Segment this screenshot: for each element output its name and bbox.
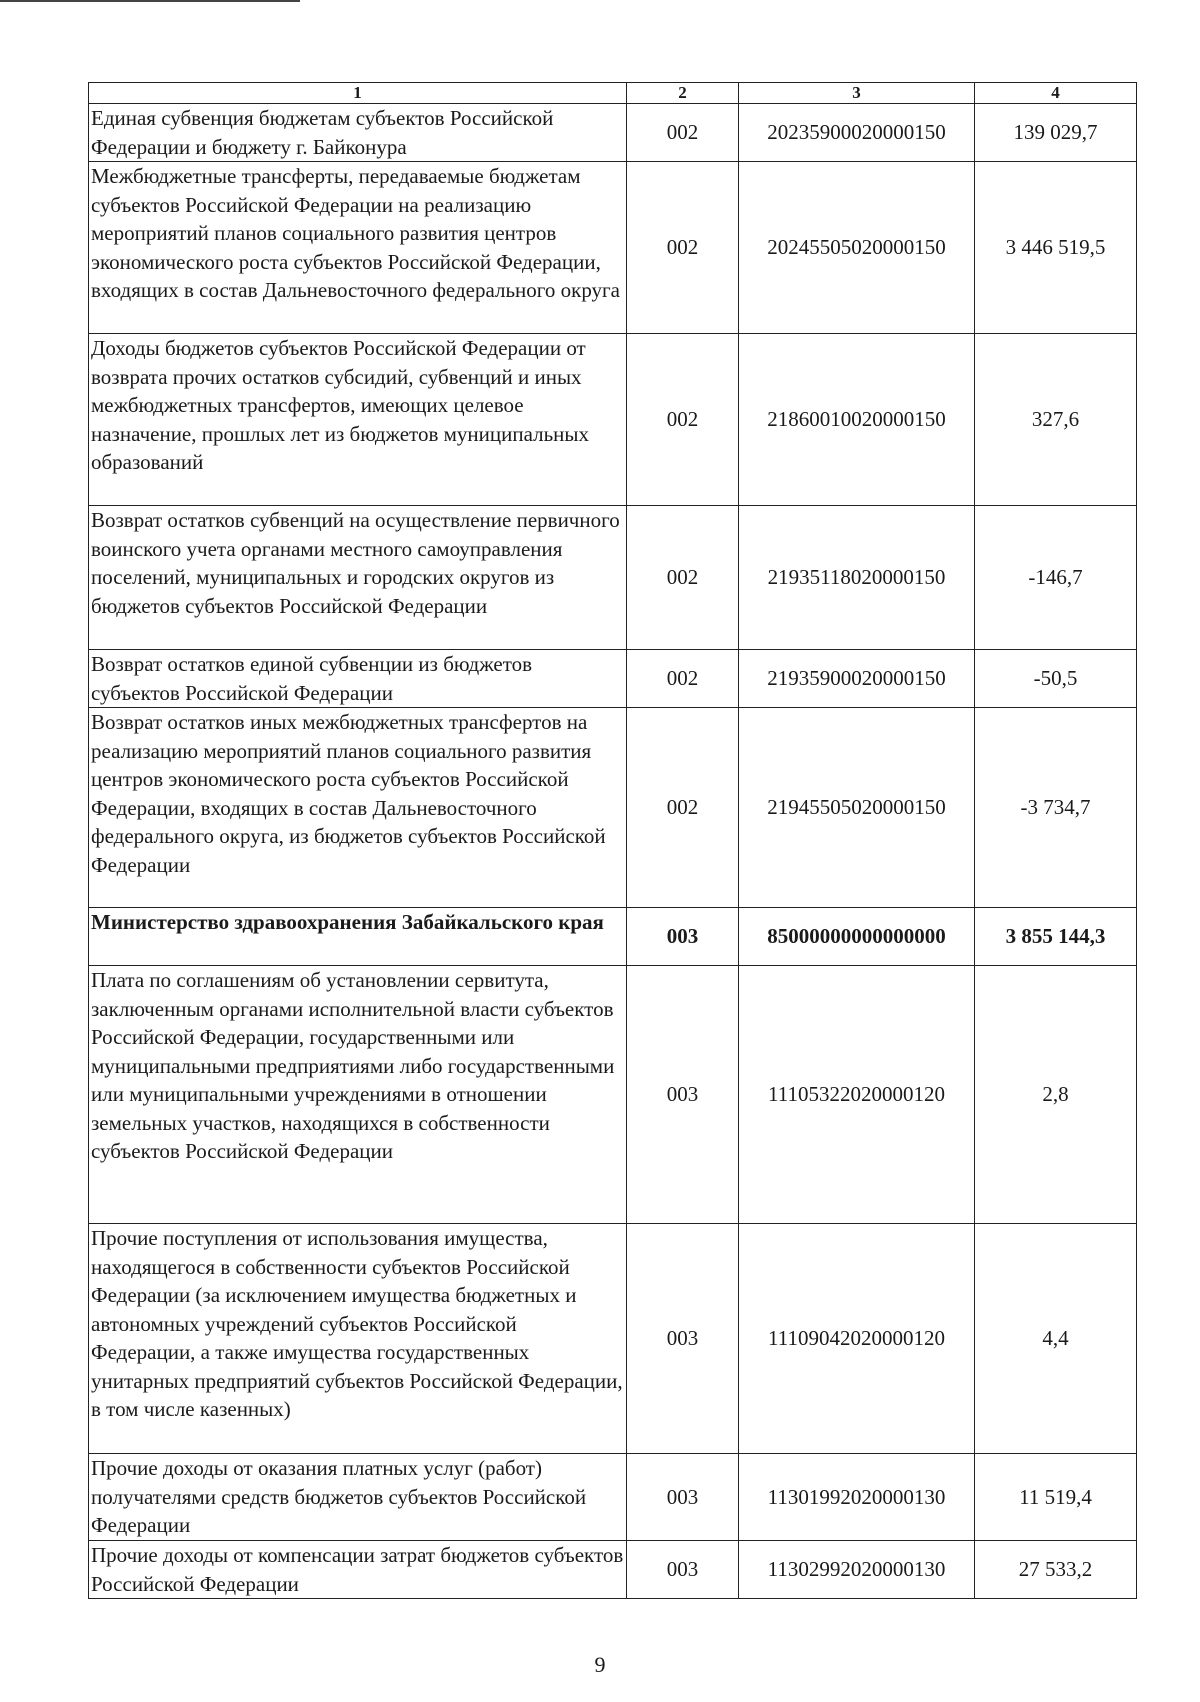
- budget-revenue-table: [88, 82, 1137, 1599]
- table-row: [89, 966, 1137, 1224]
- row-sum: 27 533,2: [975, 1541, 1137, 1599]
- row-admin-code: 003: [627, 908, 739, 966]
- row-budget-code: 11301992020000130: [739, 1454, 975, 1541]
- row-name: Возврат остатков субвенций на осуществление первичного воинского учета органами местного самоуправления поселений, муниципальных и городских округов из бюджетов субъектов Российской Федерации: [89, 506, 627, 650]
- table-row-section-heading: [89, 908, 1137, 966]
- table-row: [89, 708, 1137, 908]
- row-name: Единая субвенция бюджетам субъектов Российской Федерации и бюджету г. Байконура: [89, 104, 627, 162]
- row-admin-code: 002: [627, 104, 739, 162]
- row-sum: -146,7: [975, 506, 1137, 650]
- header-col-2: 2: [627, 83, 739, 104]
- table-row: [89, 1454, 1137, 1541]
- table-row: [89, 1541, 1137, 1599]
- row-admin-code: 003: [627, 966, 739, 1224]
- row-name: Прочие поступления от использования имущества, находящегося в собственности субъектов Российской Федерации (за исключением имущества бюджетных и автономных учреждений субъектов Российской Федерации, а также имущества государственных унитарных предприятий субъектов Российской Федерации, в том числе казенных): [89, 1224, 627, 1454]
- row-name: Министерство здравоохранения Забайкальского края: [89, 908, 627, 966]
- row-budget-code: 21935900020000150: [739, 650, 975, 708]
- row-budget-code: 21945505020000150: [739, 708, 975, 908]
- table-row: [89, 1224, 1137, 1454]
- row-admin-code: 003: [627, 1454, 739, 1541]
- row-sum: 327,6: [975, 334, 1137, 506]
- row-admin-code: 002: [627, 506, 739, 650]
- row-sum: -50,5: [975, 650, 1137, 708]
- table-row: [89, 506, 1137, 650]
- row-admin-code: 002: [627, 650, 739, 708]
- row-sum: 3 446 519,5: [975, 162, 1137, 334]
- table-row: [89, 334, 1137, 506]
- row-name: Доходы бюджетов субъектов Российской Федерации от возврата прочих остатков субсидий, субвенций и иных межбюджетных трансфертов, имеющих целевое назначение, прошлых лет из бюджетов муниципальных образований: [89, 334, 627, 506]
- row-budget-code: 11109042020000120: [739, 1224, 975, 1454]
- row-sum: 11 519,4: [975, 1454, 1137, 1541]
- row-admin-code: 003: [627, 1541, 739, 1599]
- header-col-4: 4: [975, 83, 1137, 104]
- row-sum: 139 029,7: [975, 104, 1137, 162]
- row-name: Возврат остатков единой субвенции из бюджетов субъектов Российской Федерации: [89, 650, 627, 708]
- header-col-1: 1: [89, 83, 627, 104]
- row-budget-code: 85000000000000000: [739, 908, 975, 966]
- row-sum: 2,8: [975, 966, 1137, 1224]
- row-name: Возврат остатков иных межбюджетных трансфертов на реализацию мероприятий планов социального развития центров экономического роста субъектов Российской Федерации, входящих в состав Дальневосточного федерального округа, из бюджетов субъектов Российской Федерации: [89, 708, 627, 908]
- row-admin-code: 002: [627, 334, 739, 506]
- row-admin-code: 002: [627, 708, 739, 908]
- row-name: Прочие доходы от оказания платных услуг (работ) получателями средств бюджетов субъектов Российской Федерации: [89, 1454, 627, 1541]
- row-sum: 4,4: [975, 1224, 1137, 1454]
- table-header-row: [89, 83, 1137, 104]
- row-budget-code: 20235900020000150: [739, 104, 975, 162]
- row-admin-code: 002: [627, 162, 739, 334]
- row-sum: -3 734,7: [975, 708, 1137, 908]
- row-budget-code: 20245505020000150: [739, 162, 975, 334]
- page-number: 9: [594, 1652, 606, 1677]
- scan-artifact-line: [0, 0, 300, 2]
- row-name: Прочие доходы от компенсации затрат бюджетов субъектов Российской Федерации: [89, 1541, 627, 1599]
- table-row: [89, 104, 1137, 162]
- row-name: Межбюджетные трансферты, передаваемые бюджетам субъектов Российской Федерации на реализацию мероприятий планов социального развития центров экономического роста субъектов Российской Федерации, входящих в состав Дальневосточного федерального округа: [89, 162, 627, 334]
- row-budget-code: 11105322020000120: [739, 966, 975, 1224]
- row-sum: 3 855 144,3: [975, 908, 1137, 966]
- table-row: [89, 162, 1137, 334]
- row-name: Плата по соглашениям об установлении сервитута, заключенным органами исполнительной власти субъектов Российской Федерации, государственными или муниципальными предприятиями либо государственными или муниципальными учреждениями в отношении земельных участков, находящихся в собственности субъектов Российской Федерации: [89, 966, 627, 1224]
- row-budget-code: 11302992020000130: [739, 1541, 975, 1599]
- row-budget-code: 21935118020000150: [739, 506, 975, 650]
- table-row: [89, 650, 1137, 708]
- header-col-3: 3: [739, 83, 975, 104]
- row-admin-code: 003: [627, 1224, 739, 1454]
- row-budget-code: 21860010020000150: [739, 334, 975, 506]
